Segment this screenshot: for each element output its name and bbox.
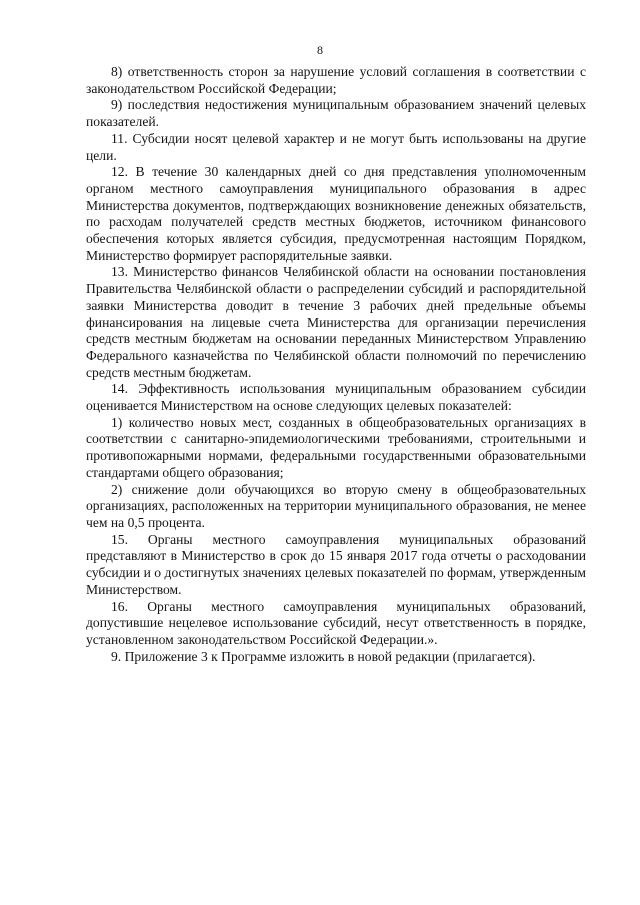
paragraph-indicator-2: 2) снижение доли обучающихся во вторую смену в общеобразовательных организациях, расположенных на территории муниципального образования, не менее чем на 0,5 процента. <box>86 481 586 530</box>
paragraph-item-14: 14. Эффективность использования муниципальным образованием субсидии оценивается Министерством на основе следующих целевых показателей: <box>86 381 586 414</box>
paragraph-indicator-1: 1) количество новых мест, созданных в общеобразовательных организациях в соответствии с санитарно-эпидемиологическими требованиями, строительными и противопожарными нормами, федеральными государственными образовательными стандартами общего образования; <box>86 414 586 480</box>
paragraph-item-9-appendix: 9. Приложение 3 к Программе изложить в новой редакции (прилагается). <box>111 648 536 664</box>
paragraph-item-12: 12. В течение 30 календарных дней со дня представления уполномоченным органом местного самоуправления муниципального образования в адрес Министерства документов, подтверждающих возникновение денежных обязательств, по расходам получателей средств местных бюджетов, источником финансового обеспечения которых является субсидия, предусмотренная настоящим Порядком, Министерство формирует распорядительные заявки. <box>86 164 586 263</box>
paragraph-item-15: 15. Органы местного самоуправления муниципальных образований представляют в Министерство в срок до 15 января 2017 года отчеты о расходовании субсидии и о достигнутых значениях целевых показателей по формам, утвержденным Министерством. <box>86 531 586 597</box>
paragraph-item-11: 11. Субсидии носят целевой характер и не могут быть использованы на другие цели. <box>86 130 586 163</box>
paragraph-item-13: 13. Министерство финансов Челябинской области на основании постановления Правительства Челябинской области о распределении субсидий и распорядительной заявки Министерства доводит в течение 3 рабочих дней предельные объемы финансирования на лицевые счета Министерства для организации перечисления средств местным бюджетам на основании переданных Министерством Управлению Федерального казначейства по Челябинской области полномочий по перечислению средств местным бюджетам. <box>86 264 586 380</box>
paragraph-item-16: 16. Органы местного самоуправления муниципальных образований, допустившие нецелевое использование субсидий, несут ответственность в порядке, установленном законодательством Российской Федерации.». <box>86 598 586 647</box>
paragraph-consequences: 9) последствия недостижения муниципальным образованием значений целевых показателей. <box>86 97 586 130</box>
page-number: 8 <box>317 43 323 57</box>
paragraph-responsibility: 8) ответственность сторон за нарушение условий соглашения в соответствии с законодательством Российской Федерации; <box>86 64 586 96</box>
document-body <box>86 64 586 665</box>
